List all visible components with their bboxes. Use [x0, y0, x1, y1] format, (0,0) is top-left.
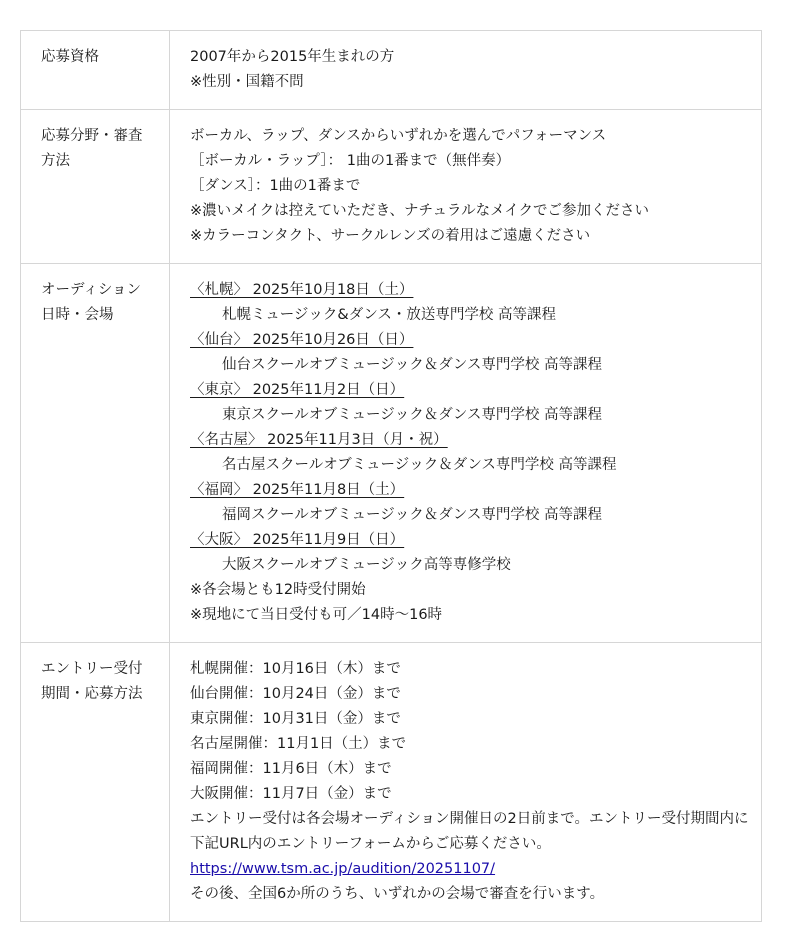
venue-school-nagoya: 名古屋スクールオブミュージック＆ダンス専門学校 高等課程: [222, 457, 617, 473]
venue-date-tokyo: 〈東京〉 2025年11月2日（日）: [190, 382, 405, 398]
category-line: ［ボーカル・ラップ］： 1曲の1番まで（無伴奏）: [190, 153, 511, 169]
category-line: ※カラーコンタクト、サークルレンズの着用はご遠慮ください: [190, 228, 591, 244]
category-line: ボーカル、ラップ、ダンスからいずれかを選んでパフォーマンス: [190, 128, 607, 144]
audition-row: [21, 264, 762, 643]
entry-closing: その後、全国6か所のうち、いずれかの会場で審査を行います。: [190, 886, 605, 902]
eligibility-label: 応募資格: [41, 49, 99, 65]
venue-date-osaka: 〈大阪〉 2025年11月9日（日）: [190, 532, 405, 548]
venue-date-sapporo: 〈札幌〉 2025年10月18日（土）: [190, 282, 414, 298]
eligibility-row: [21, 31, 762, 110]
audition-label: オーディション日時・会場: [41, 282, 142, 323]
category-line: ［ダンス］：1曲の1番まで: [190, 178, 361, 194]
venue-school-fukuoka: 福岡スクールオブミュージック＆ダンス専門学校 高等課程: [222, 507, 603, 523]
category-label: 応募分野・審査方法: [41, 128, 143, 169]
venue-school-osaka: 大阪スクールオブミュージック高等専修学校: [222, 557, 511, 573]
eligibility-label-cell: [21, 31, 170, 110]
entry-form-link[interactable]: https://www.tsm.ac.jp/audition/20251107/: [190, 861, 496, 877]
eligibility-content-cell: [170, 31, 762, 110]
audition-label-cell: [21, 264, 170, 643]
deadline-osaka: 大阪開催：11月7日（金）まで: [190, 786, 392, 802]
venue-school-sapporo: 札幌ミュージック&ダンス・放送専門学校 高等課程: [222, 307, 557, 323]
category-label-cell: [21, 110, 170, 264]
venue-date-fukuoka: 〈福岡〉 2025年11月8日（土）: [190, 482, 405, 498]
audition-note: ※各会場とも12時受付開始: [190, 582, 366, 598]
audition-content-cell: [170, 264, 762, 643]
eligibility-line: 2007年から2015年生まれの方: [190, 49, 395, 65]
category-line: ※濃いメイクは控えていただき、ナチュラルなメイクでご参加ください: [190, 203, 650, 219]
entry-content-cell: [170, 643, 762, 922]
deadline-sendai: 仙台開催：10月24日（金）まで: [190, 686, 401, 702]
entry-label-cell: [21, 643, 170, 922]
venue-school-sendai: 仙台スクールオブミュージック＆ダンス専門学校 高等課程: [222, 357, 603, 373]
category-content-cell: [170, 110, 762, 264]
deadline-nagoya: 名古屋開催：11月1日（土）まで: [190, 736, 407, 752]
entry-label: エントリー受付期間・応募方法: [41, 661, 143, 702]
deadline-sapporo: 札幌開催：10月16日（木）まで: [190, 661, 401, 677]
entry-description: エントリー受付は各会場オーディション開催日の2日前まで。エントリー受付期間内に下記URL内のエントリーフォームからご応募ください。: [190, 811, 749, 852]
audition-note: ※現地にて当日受付も可／14時〜16時: [190, 607, 443, 623]
deadline-fukuoka: 福岡開催：11月6日（木）まで: [190, 761, 392, 777]
audition-info-table: [20, 30, 762, 922]
deadline-tokyo: 東京開催：10月31日（金）まで: [190, 711, 401, 727]
entry-row: [21, 643, 762, 922]
venue-date-nagoya: 〈名古屋〉 2025年11月3日（月・祝）: [190, 432, 448, 448]
category-row: [21, 110, 762, 264]
eligibility-line: ※性別・国籍不問: [190, 74, 304, 90]
venue-date-sendai: 〈仙台〉 2025年10月26日（日）: [190, 332, 414, 348]
venue-school-tokyo: 東京スクールオブミュージック＆ダンス専門学校 高等課程: [222, 407, 603, 423]
